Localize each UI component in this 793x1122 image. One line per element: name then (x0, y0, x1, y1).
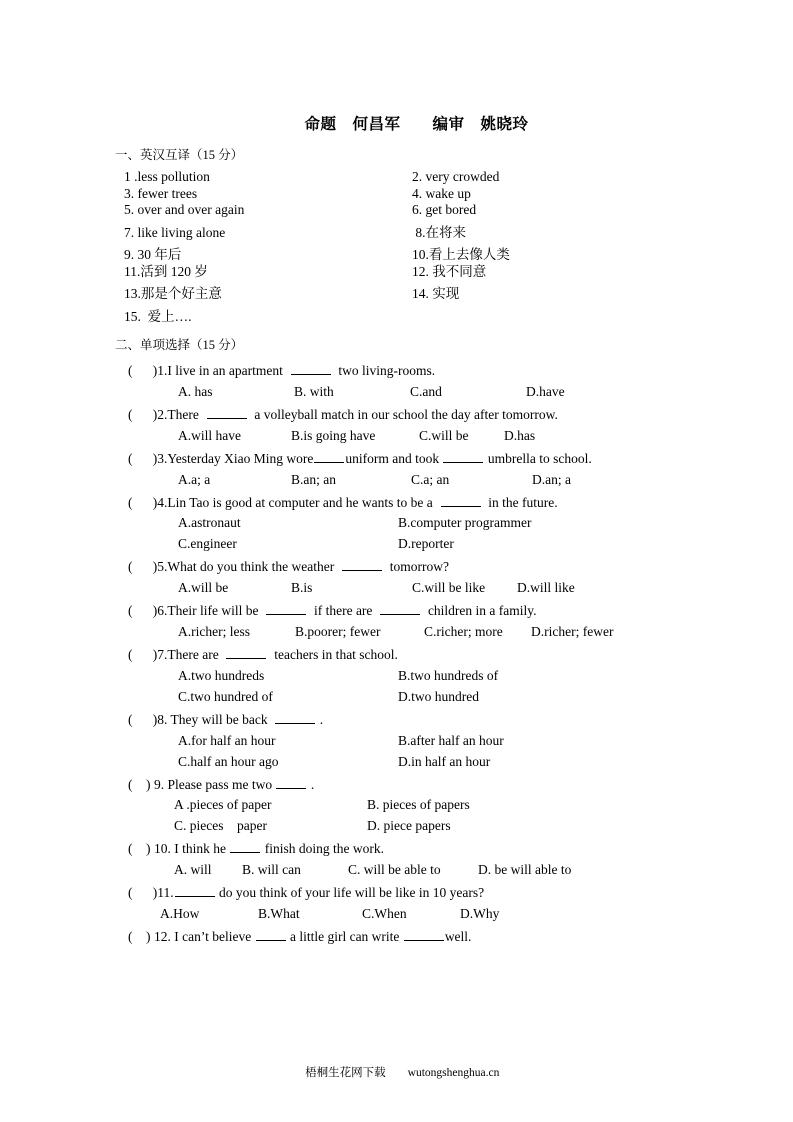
option[interactable]: D.in half an hour (398, 753, 491, 769)
question-text: . (307, 776, 315, 792)
translation-row (124, 226, 697, 240)
question-text: a volleyball match in our school the day after tomorrow. (247, 406, 558, 422)
section-heading-multiple-choice: 二、单项选择（15 分） (115, 338, 244, 352)
answer-blank[interactable] (441, 493, 481, 506)
answer-blank[interactable] (207, 405, 247, 418)
option[interactable]: B.is (291, 580, 313, 596)
answer-box[interactable]: ( ) (128, 559, 158, 575)
option[interactable]: D. piece papers (367, 818, 451, 834)
question-number: 6. (157, 603, 168, 619)
translation-item: 9. 30 年后 (124, 247, 182, 262)
translation-item: 8.在将来 (412, 224, 466, 240)
option[interactable]: A.richer; less (178, 624, 250, 640)
option[interactable]: D.an; a (532, 471, 571, 487)
translation-item: 7. like living alone (124, 224, 226, 240)
question-text: teachers in that school. (267, 646, 398, 662)
option[interactable]: B.poorer; fewer (295, 624, 381, 640)
question-text: There are (167, 646, 226, 662)
option[interactable]: A.for half an hour (178, 732, 276, 748)
answer-box[interactable]: ( ) (128, 603, 158, 619)
option-row (174, 795, 697, 816)
option-row (178, 426, 697, 447)
answer-box[interactable]: ( ) (128, 711, 158, 727)
answer-box[interactable]: ( ) (128, 776, 154, 792)
translation-item: 12. 我不同意 (412, 263, 487, 279)
question-text: if there are (307, 603, 380, 619)
question-number: 4. (157, 494, 168, 510)
option-row (178, 382, 697, 403)
answer-blank[interactable] (342, 558, 382, 571)
answer-blank[interactable] (226, 646, 266, 659)
option[interactable]: C. will be able to (348, 862, 441, 878)
option[interactable]: A.will be (178, 580, 229, 596)
question-text: a little girl can write (286, 928, 403, 944)
translation-item: 5. over and over again (124, 202, 245, 217)
question-stem (128, 557, 697, 578)
question-text: What do you think the weather (167, 559, 341, 575)
answer-box[interactable]: ( ) (128, 841, 154, 857)
question-text: Lin Tao is good at computer and he wants to be a (167, 494, 440, 510)
answer-blank[interactable] (291, 362, 331, 375)
question-item (118, 493, 697, 556)
option-row (178, 578, 697, 599)
option-grid (174, 795, 697, 837)
question-number: 11. (157, 885, 174, 901)
option-row (174, 816, 697, 837)
question-item (118, 927, 697, 948)
question-number: 2. (157, 406, 168, 422)
option-row (178, 622, 697, 643)
translation-row (124, 310, 697, 324)
option-grid (178, 731, 697, 773)
translation-item: 11.活到 120 岁 (124, 263, 208, 279)
question-stem (128, 839, 697, 860)
translation-row (124, 287, 697, 301)
question-text: There (167, 406, 206, 422)
question-text: Yesterday Xiao Ming wore (167, 450, 314, 466)
question-number: 12. (154, 928, 171, 944)
option-row (160, 904, 697, 925)
option[interactable]: A.astronaut (178, 515, 241, 531)
question-text: in the future. (481, 494, 558, 510)
option-row (174, 860, 697, 881)
translation-item: 3. fewer trees (124, 185, 198, 201)
translation-list (124, 170, 697, 323)
option[interactable]: C. pieces paper (174, 818, 267, 834)
question-text: finish doing the work. (261, 841, 384, 857)
option[interactable]: C.a; an (411, 471, 450, 487)
question-stem (128, 493, 697, 514)
option-row (178, 470, 697, 491)
answer-box[interactable]: ( ) (128, 406, 158, 422)
option[interactable]: C.and (410, 383, 442, 399)
answer-blank[interactable] (230, 840, 260, 853)
page-title: 命题 何昌军 编审 姚晓玲 (304, 116, 529, 133)
question-text: two living-rooms. (331, 363, 436, 378)
question-item (118, 449, 697, 491)
option-row (178, 687, 697, 708)
translation-item: 15. 爱上…. (124, 308, 192, 324)
question-item (118, 405, 697, 447)
question-stem (128, 361, 697, 382)
answer-box[interactable]: ( ) (128, 450, 158, 466)
question-text: well. (444, 928, 472, 944)
option[interactable]: D. be will able to (478, 862, 572, 878)
question-number: 7. (157, 646, 168, 662)
question-text: tomorrow? (382, 559, 449, 575)
question-number: 8. (157, 711, 168, 727)
question-text: I can’t believe (170, 928, 255, 944)
option[interactable]: D.Why (460, 906, 500, 922)
question-stem (128, 449, 697, 470)
answer-blank[interactable] (175, 884, 215, 897)
answer-blank[interactable] (266, 602, 306, 615)
option-row (178, 731, 697, 752)
option[interactable]: C.will be (419, 427, 469, 443)
translation-item: 10.看上去像人类 (412, 247, 510, 262)
translation-row (124, 187, 697, 201)
translation-item: 13.那是个好主意 (124, 286, 222, 301)
question-number: 5. (157, 559, 168, 575)
question-stem (128, 601, 697, 622)
question-text: umbrella to school. (484, 450, 592, 466)
question-item (118, 883, 697, 925)
translation-item: 6. get bored (412, 202, 477, 217)
option[interactable]: C.half an hour ago (178, 753, 279, 769)
option[interactable]: C.engineer (178, 536, 237, 552)
option[interactable]: B. pieces of papers (367, 797, 470, 813)
question-text: Please pass me two (164, 776, 276, 792)
answer-blank[interactable] (276, 775, 306, 788)
option[interactable]: C.two hundred of (178, 688, 273, 704)
option-row (178, 513, 697, 534)
option[interactable]: D.will like (517, 580, 575, 596)
answer-blank[interactable] (256, 928, 286, 941)
question-stem (128, 775, 697, 796)
question-text: Their life will be (167, 603, 266, 619)
question-number: 1. (157, 363, 168, 378)
option[interactable]: A. will (174, 862, 212, 878)
option-row (178, 534, 697, 555)
option-grid (178, 513, 697, 555)
translation-item: 14. 实现 (412, 286, 460, 301)
answer-blank[interactable] (404, 928, 444, 941)
answer-box[interactable]: ( ) (128, 928, 154, 944)
option[interactable]: D.two hundred (398, 688, 479, 704)
option[interactable]: B.What (258, 906, 300, 922)
multiple-choice-list (118, 361, 697, 948)
translation-item: 1 .less pollution (124, 169, 210, 184)
question-item (118, 557, 697, 599)
question-text: . (316, 711, 324, 727)
footer-site-name: 梧桐生花网下载 (305, 1067, 386, 1079)
answer-box[interactable]: ( ) (128, 363, 158, 378)
question-item (118, 710, 697, 773)
question-number: 9. (154, 776, 165, 792)
translation-row (124, 170, 697, 184)
answer-blank[interactable] (275, 710, 315, 723)
answer-box[interactable]: ( ) (128, 885, 158, 901)
option[interactable]: B.two hundreds of (398, 667, 499, 683)
question-stem (128, 405, 697, 426)
option-row (178, 752, 697, 773)
translation-row (124, 265, 697, 279)
option[interactable]: B.an; an (291, 471, 336, 487)
question-stem (128, 645, 697, 666)
option[interactable]: D.have (526, 383, 565, 399)
answer-box[interactable]: ( ) (128, 646, 158, 662)
option[interactable]: A. has (178, 383, 213, 399)
question-text: They will be back (167, 711, 275, 727)
option[interactable]: B.computer programmer (398, 515, 532, 531)
question-text: I think he (170, 841, 230, 857)
translation-item: 2. very crowded (412, 169, 500, 184)
option[interactable]: B. with (294, 383, 334, 399)
option[interactable]: B.is going have (291, 427, 376, 443)
option[interactable]: D.reporter (398, 536, 454, 552)
question-item (118, 601, 697, 643)
question-item (118, 645, 697, 708)
option[interactable]: A.How (160, 906, 200, 922)
page-footer (0, 1052, 793, 1092)
footer-site-url: wutongshenghua.cn (407, 1067, 500, 1079)
option[interactable]: A.two hundreds (178, 667, 265, 683)
question-item (118, 361, 697, 403)
option[interactable]: D.has (504, 427, 536, 443)
option-grid (178, 666, 697, 708)
question-number: 3. (157, 450, 168, 466)
question-item (118, 839, 697, 881)
translation-row (124, 203, 697, 217)
question-text: children in a family. (421, 603, 537, 619)
option[interactable]: B.after half an hour (398, 732, 504, 748)
question-text: I live in an apartment (167, 363, 290, 378)
question-stem (128, 710, 697, 731)
option[interactable]: C.When (362, 906, 407, 922)
translation-row (124, 248, 697, 262)
option[interactable]: D.richer; fewer (531, 624, 614, 640)
answer-box[interactable]: ( ) (128, 494, 158, 510)
question-text: uniform and took (345, 450, 443, 466)
option[interactable]: C.richer; more (424, 624, 503, 640)
answer-blank[interactable] (380, 602, 420, 615)
question-item (118, 775, 697, 838)
option[interactable]: A.will have (178, 427, 241, 443)
question-number: 10. (154, 841, 171, 857)
option[interactable]: A.a; a (178, 471, 211, 487)
question-stem (128, 883, 697, 904)
answer-blank[interactable] (443, 449, 483, 462)
answer-blank[interactable] (314, 449, 344, 462)
section-heading-translation: 一、英汉互译（15 分） (115, 148, 244, 162)
option-row (178, 666, 697, 687)
translation-item: 4. wake up (412, 185, 471, 201)
option[interactable]: B. will can (242, 862, 301, 878)
question-text: do you think of your life will be like in 10 years? (215, 885, 485, 901)
question-stem (128, 927, 697, 948)
option[interactable]: C.will be like (412, 580, 486, 596)
option[interactable]: A .pieces of paper (174, 797, 272, 813)
